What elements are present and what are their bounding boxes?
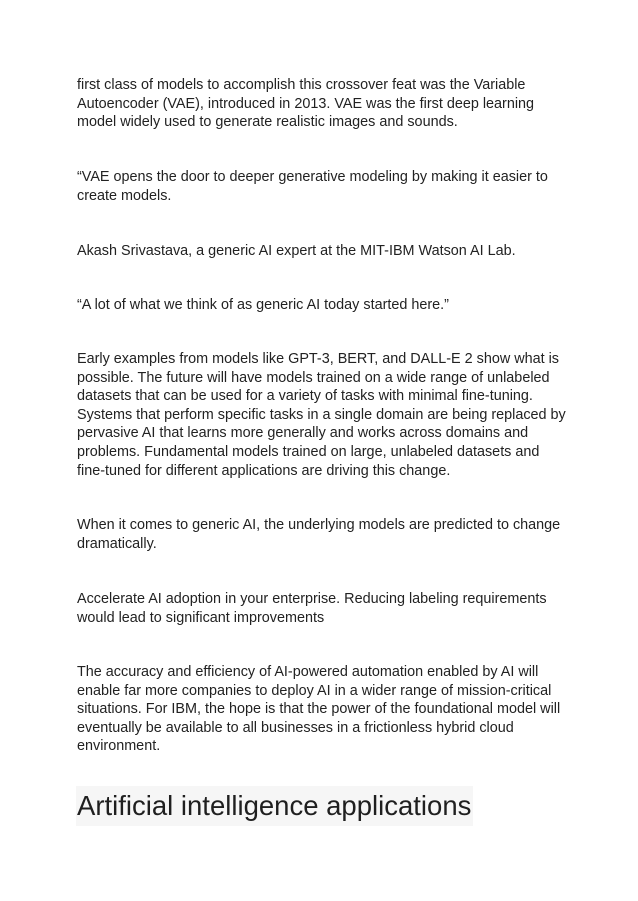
text-line: Early examples from models like GPT-3, BERT, and DALL-E 2 show what is bbox=[77, 351, 560, 367]
text-line: Accelerate AI adoption in your enterprise. Reducing labeling requirements bbox=[77, 591, 547, 607]
text-line: Akash Srivastava, a generic AI expert at the MIT-IBM Watson AI Lab. bbox=[77, 243, 516, 259]
paragraph-generic-ai-quote bbox=[77, 296, 567, 315]
paragraph-accuracy-efficiency bbox=[77, 663, 567, 756]
text-line: would lead to significant improvements bbox=[77, 609, 325, 626]
text-line: When it comes to generic AI, the underlying models are predicted to change bbox=[77, 517, 561, 533]
text-line: “VAE opens the door to deeper generative modeling by making it easier to bbox=[77, 169, 548, 185]
text-line: first class of models to accomplish this crossover feat was the Variable bbox=[77, 77, 526, 93]
text-line: fine-tuned for different applications are driving this change. bbox=[77, 462, 451, 479]
text-line: pervasive AI that learns more generally and works across domains and bbox=[77, 425, 529, 442]
section-heading: Artificial intelligence applications bbox=[76, 786, 473, 826]
text-line: environment. bbox=[77, 738, 161, 755]
text-line: situations. For IBM, the hope is that the power of the foundational model will bbox=[77, 701, 561, 718]
text-line: datasets that can be used for a variety of tasks with minimal fine-tuning. bbox=[77, 388, 533, 405]
text-line: possible. The future will have models trained on a wide range of unlabeled bbox=[77, 369, 550, 386]
paragraph-vae-quote bbox=[77, 168, 567, 205]
text-line: eventually be available to all businesses in a frictionless hybrid cloud bbox=[77, 719, 514, 736]
paragraph-attribution bbox=[77, 242, 567, 261]
text-line: The accuracy and efficiency of AI-powered automation enabled by AI will bbox=[77, 664, 539, 680]
text-line: model widely used to generate realistic images and sounds. bbox=[77, 114, 458, 131]
paragraph-accelerate-adoption bbox=[77, 590, 567, 627]
paragraph-vae-intro bbox=[77, 76, 567, 132]
text-line: dramatically. bbox=[77, 535, 157, 552]
text-line: create models. bbox=[77, 187, 172, 204]
text-line: enable far more companies to deploy AI in a wider range of mission-critical bbox=[77, 682, 552, 699]
paragraph-underlying-models bbox=[77, 516, 567, 553]
text-line: Systems that perform specific tasks in a single domain are being replaced by bbox=[77, 406, 566, 423]
paragraph-early-examples bbox=[77, 350, 567, 480]
text-line: Autoencoder (VAE), introduced in 2013. VAE was the first deep learning bbox=[77, 95, 535, 112]
text-line: “A lot of what we think of as generic AI today started here.” bbox=[77, 297, 449, 313]
text-line: problems. Fundamental models trained on large, unlabeled datasets and bbox=[77, 443, 540, 460]
